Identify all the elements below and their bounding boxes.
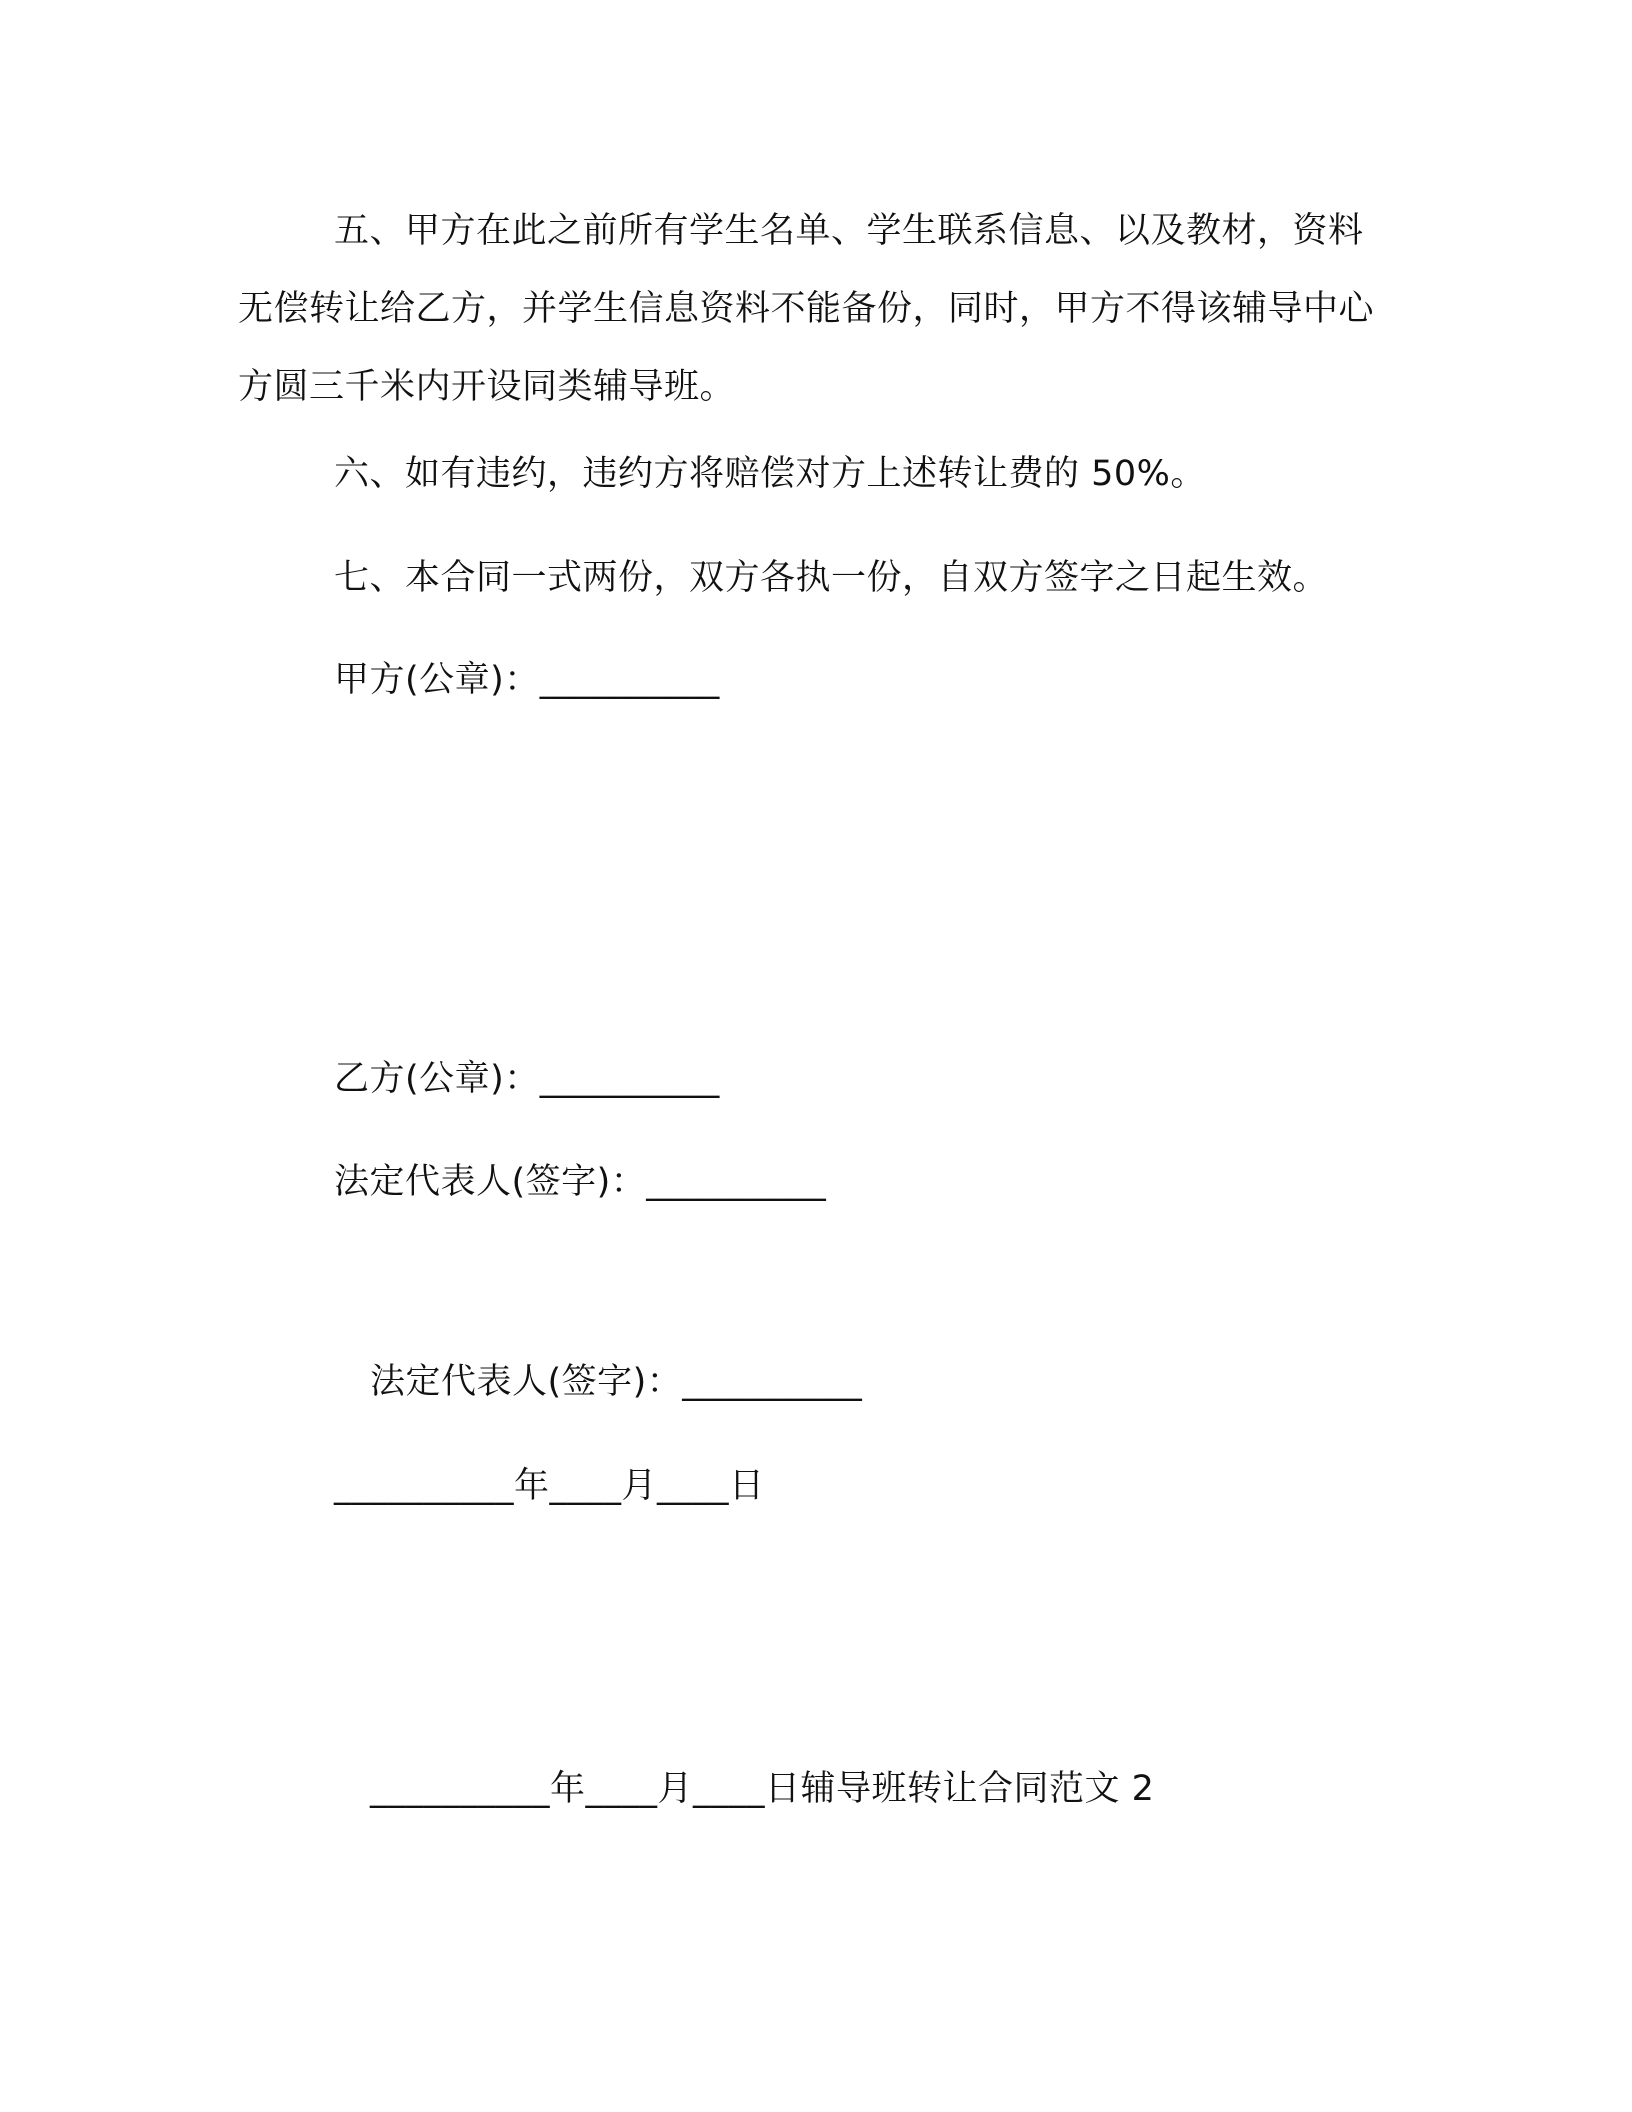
legal-representative-line-2: 法定代表人(签字)：__________ xyxy=(370,1362,863,1402)
next-contract-title: __________年____月____日辅导班转让合同范文 2 xyxy=(370,1769,1155,1809)
clause-7-text: 七、本合同一式两份，双方各执一份，自双方签字之日起生效。 xyxy=(334,558,1329,598)
clause-6-text: 六、如有违约，违约方将赔偿对方上述转让费的 50%。 xyxy=(334,454,1206,494)
party-a-seal-line: 甲方(公章)：__________ xyxy=(334,660,720,700)
clause-5-text: 五、甲方在此之前所有学生名单、学生联系信息、以及教材，资料无偿转让给乙方，并学生信息资料不能备份，同时，甲方不得该辅导中心方圆三千米内开设同类辅导班。 xyxy=(238,211,1375,407)
party-b-seal-line: 乙方(公章)：__________ xyxy=(334,1059,720,1099)
clause-5-paragraph xyxy=(238,192,1398,426)
legal-representative-line-1: 法定代表人(签字)：__________ xyxy=(334,1162,827,1202)
date-line: __________年____月____日 xyxy=(334,1466,765,1506)
